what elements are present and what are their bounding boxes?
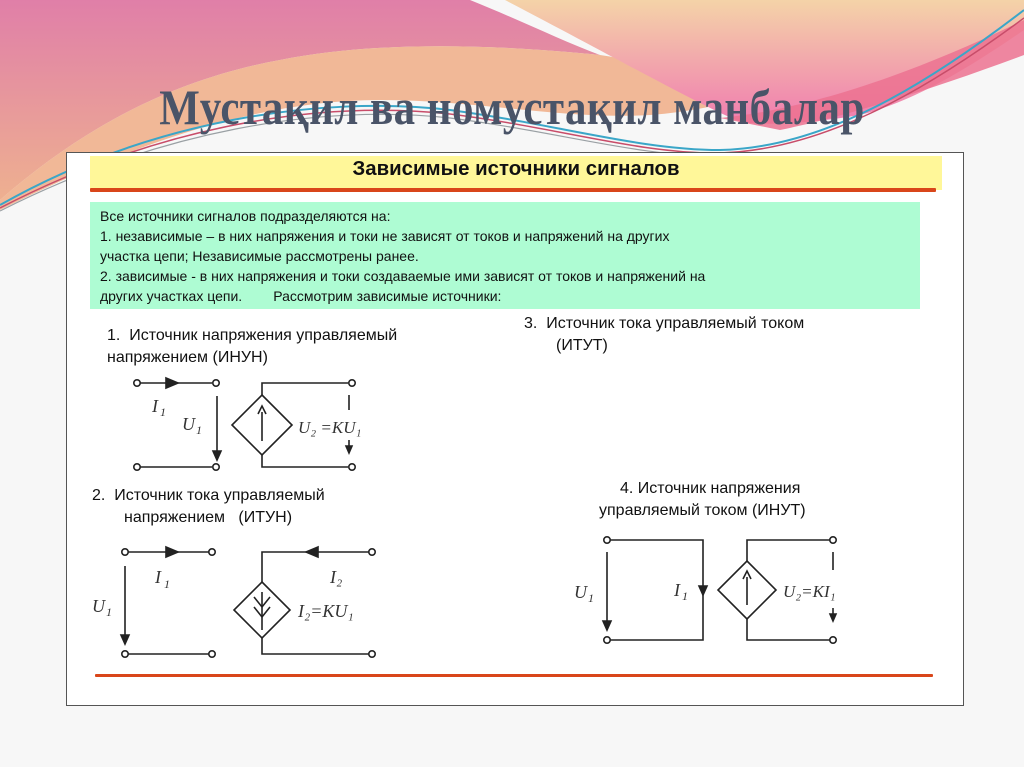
svg-text:1: 1 [588, 591, 594, 605]
svg-text:U: U [182, 414, 195, 434]
svg-text:I: I [155, 567, 161, 587]
panel-heading: Зависимые источники сигналов [352, 158, 680, 180]
intro-line: других участках цепи. Рассмотрим зависимые источники: [100, 288, 502, 304]
svg-text:U: U [92, 596, 105, 616]
source-2-title-line2: напряжением (ИТУН) [124, 509, 293, 526]
svg-text:1: 1 [164, 577, 170, 591]
svg-text:1: 1 [682, 589, 688, 603]
label-i1-sub: 1 [160, 405, 166, 419]
bottom-divider [95, 674, 933, 677]
source-3-title-line1: 3. Источник тока управляемый током [524, 315, 805, 332]
svg-text:1: 1 [196, 423, 202, 437]
slide-title: Мустақил ва номустақил манбалар [159, 79, 865, 135]
formula-inut: U₂=KI₁ [783, 582, 836, 601]
label-i2: I₂ [330, 567, 343, 587]
source-4-title-line1: 4. Источник напряжения [620, 480, 801, 497]
formula-itun: I₂=KU₁ [298, 601, 354, 621]
svg-text:U: U [574, 582, 587, 602]
source-1-title-line2: напряжением (ИНУН) [107, 349, 268, 366]
formula-inun: U₂ =KU₁ [298, 418, 362, 437]
intro-line: 2. зависимые - в них напряжения и токи создаваемые ими зависят от токов и напряжений на [100, 268, 706, 284]
source-1-title-line1: 1. Источник напряжения управляемый [107, 327, 398, 344]
intro-line: Все источники сигналов подразделяются на: [100, 208, 391, 224]
intro-line: участка цепи; Независимые рассмотрены ранее. [100, 248, 419, 264]
svg-text:I: I [674, 580, 680, 600]
source-4-title-line2: управляемый током (ИНУТ) [599, 502, 806, 519]
source-2-title-line1: 2. Источник тока управляемый [92, 487, 325, 504]
source-3-title-line2: (ИТУТ) [556, 337, 608, 354]
svg-text:1: 1 [106, 605, 112, 619]
intro-line: 1. независимые – в них напряжения и токи не зависят от токов и напряжений на других [100, 228, 670, 244]
label-i1: I [152, 396, 158, 416]
